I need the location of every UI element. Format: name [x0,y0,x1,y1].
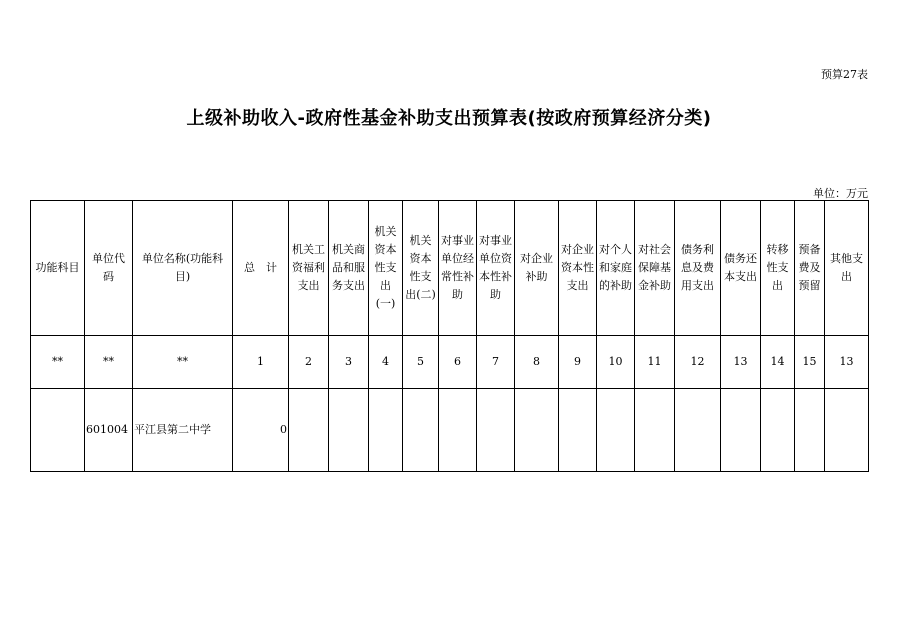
index-cell: 15 [795,336,825,389]
total-cell: 0 [233,389,289,472]
table-cell [403,389,439,472]
header-cell: 单位名称(功能科目) [133,201,233,336]
index-cell: ** [133,336,233,389]
table-cell [369,389,403,472]
header-cell: 对事业单位经常性补助 [439,201,477,336]
header-cell: 单位代码 [85,201,133,336]
index-row [31,336,869,389]
index-cell: 12 [675,336,721,389]
index-cell: 1 [233,336,289,389]
table-cell [289,389,329,472]
table-cell [597,389,635,472]
table-row [31,389,869,472]
index-cell: 6 [439,336,477,389]
header-cell: 债务还本支出 [721,201,761,336]
header-cell: 其他支出 [825,201,869,336]
table-cell [761,389,795,472]
header-cell: 对个人和家庭的补助 [597,201,635,336]
table-cell [31,389,85,472]
header-cell: 预备费及预留 [795,201,825,336]
index-cell: 10 [597,336,635,389]
index-cell: 4 [369,336,403,389]
index-cell: 2 [289,336,329,389]
header-cell: 机关商品和服务支出 [329,201,369,336]
header-cell: 总 计 [233,201,289,336]
table-number: 预算27表 [821,68,868,81]
table-cell [559,389,597,472]
index-cell: 9 [559,336,597,389]
budget-table [30,200,869,472]
table-cell [515,389,559,472]
table-cell [439,389,477,472]
header-cell: 转移性支出 [761,201,795,336]
unit-code-cell: 601004 [85,389,133,472]
header-row [31,201,869,336]
header-cell: 机关资本性支出(二) [403,201,439,336]
header-cell: 对企业资本性支出 [559,201,597,336]
page-title: 上级补助收入-政府性基金补助支出预算表(按政府预算经济分类) [186,108,712,129]
index-cell: 7 [477,336,515,389]
table-cell [825,389,869,472]
index-cell: 13 [825,336,869,389]
index-cell: ** [31,336,85,389]
table-cell [477,389,515,472]
header-cell: 机关资本性支出(一) [369,201,403,336]
index-cell: 11 [635,336,675,389]
index-cell: 13 [721,336,761,389]
header-cell: 对企业补助 [515,201,559,336]
header-cell: 功能科目 [31,201,85,336]
index-cell: 5 [403,336,439,389]
header-cell: 对社会保障基金补助 [635,201,675,336]
index-cell: ** [85,336,133,389]
index-cell: 8 [515,336,559,389]
table-cell [721,389,761,472]
table-cell [329,389,369,472]
header-cell: 对事业单位资本性补助 [477,201,515,336]
index-cell: 3 [329,336,369,389]
header-cell: 机关工资福利支出 [289,201,329,336]
table-cell [795,389,825,472]
table-cell [675,389,721,472]
table-cell [635,389,675,472]
index-cell: 14 [761,336,795,389]
unit-name-cell: 平江县第二中学 [133,389,233,472]
unit-label: 单位：万元 [813,187,868,200]
header-cell: 债务利息及费用支出 [675,201,721,336]
